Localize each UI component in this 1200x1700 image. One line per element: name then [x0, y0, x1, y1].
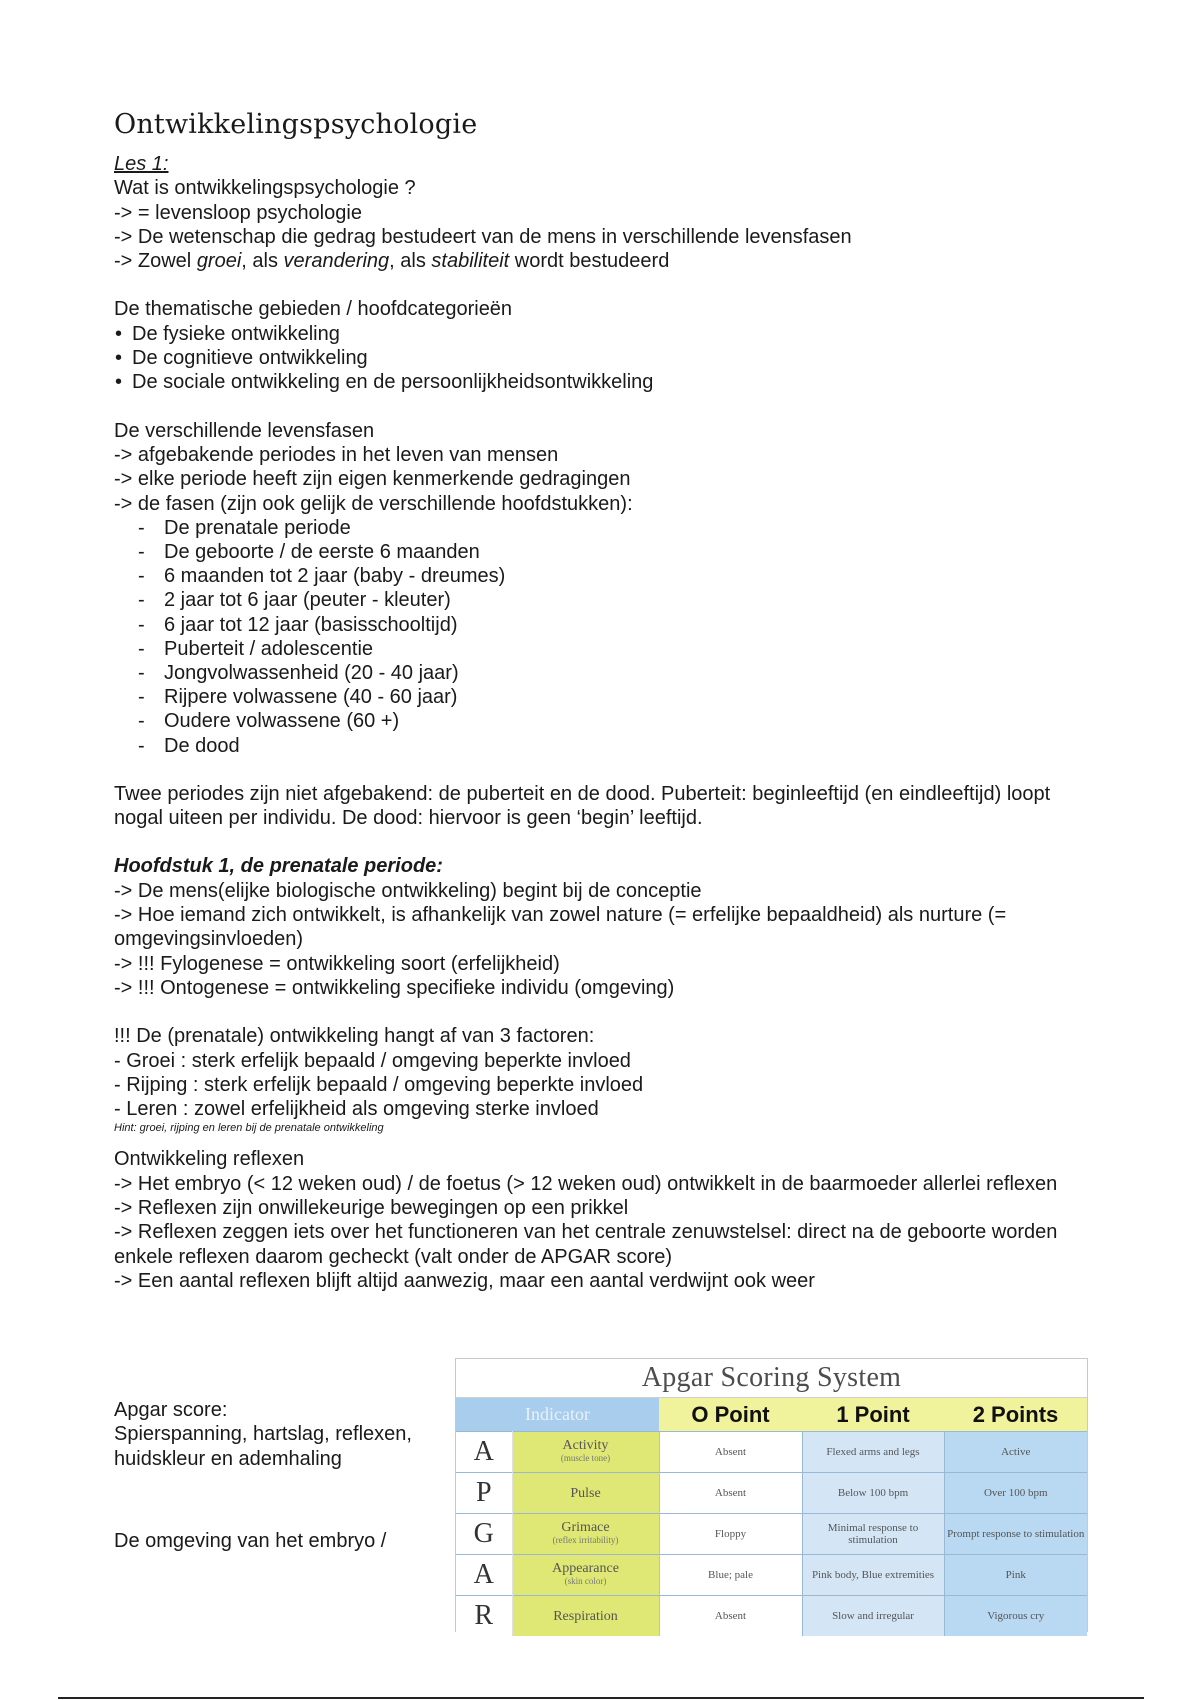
table-row: P Pulse Absent Below 100 bpm Over 100 bpm — [456, 1473, 1087, 1514]
reflexes-line: -> Een aantal reflexen blijft altijd aanwezig, maar een aantal verdwijnt ook weer — [114, 1269, 815, 1292]
chapter-line: -> !!! Ontogenese = ontwikkeling specifieke individu (omgeving) — [114, 976, 675, 999]
table-header: 2 Points — [944, 1398, 1087, 1432]
table-header: Indicator — [456, 1398, 659, 1432]
reflexes-line: -> Het embryo (< 12 weken oud) / de foetus (> 12 weken oud) ontwikkelt in de baarmoeder allerlei reflexen — [114, 1172, 1058, 1195]
phases-list — [114, 516, 1094, 758]
chapter-line: -> Hoe iemand zich ontwikkelt, is afhankelijk van zowel nature (= erfelijke bepaaldheid) als nurture (= omgevingsinvloeden) — [114, 904, 1007, 951]
apgar-text: Spierspanning, hartslag, reflexen, huidskleur en ademhaling — [114, 1423, 412, 1470]
list-item: - Oudere volwassene (60 +) — [138, 710, 400, 733]
table-row: A Activity (muscle tone) Absent Flexed arms and legs Active — [456, 1432, 1087, 1473]
phases-heading: De verschillende levensfasen — [114, 419, 375, 442]
list-item: - De dood — [138, 734, 240, 757]
table-header: O Point — [659, 1398, 802, 1432]
intro-line: -> Zowel groei, als verandering, als stabiliteit wordt bestudeerd — [114, 250, 670, 273]
page-divider — [58, 1697, 1144, 1699]
factors-line: - Leren : zowel erfelijkheid als omgeving sterke invloed — [114, 1098, 599, 1121]
list-item: - De prenatale periode — [138, 516, 351, 539]
table-row: G Grimace (reflex irritability) Floppy Minimal response to stimulation Prompt response to stimulation — [456, 1514, 1087, 1555]
list-item: - Puberteit / adolescentie — [138, 637, 374, 660]
apgar-description — [114, 1398, 434, 1553]
list-item: - 6 jaar tot 12 jaar (basisschooltijd) — [138, 613, 458, 636]
table-row: R Respiration Absent Slow and irregular Vigorous cry — [456, 1596, 1087, 1637]
chapter-heading: Hoofdstuk 1, de prenatale periode: — [114, 855, 443, 878]
list-item: - 2 jaar tot 6 jaar (peuter - kleuter) — [138, 589, 451, 612]
table-header: 1 Point — [802, 1398, 944, 1432]
apgar-table-image — [455, 1358, 1088, 1632]
periods-note: Twee periodes zijn niet afgebakend: de puberteit en de dood. Puberteit: beginleeftijd (en eindleeftijd) loopt nogal uiteen per individu. De dood: hiervoor is geen ‘begin’ leeftijd. — [114, 782, 1051, 830]
list-item: - Jongvolwassenheid (20 - 40 jaar) — [138, 662, 459, 685]
environment-line: De omgeving van het embryo / — [114, 1529, 387, 1552]
list-item: - De geboorte / de eerste 6 maanden — [138, 541, 480, 564]
page-title: Ontwikkelingspsychologie — [114, 109, 478, 140]
lesson-label: Les 1: — [114, 153, 169, 175]
chapter-line: -> De mens(elijke biologische ontwikkeling) begint bij de conceptie — [114, 879, 702, 902]
intro-line: Wat is ontwikkelingspsychologie ? — [114, 177, 416, 200]
hint-text: Hint: groei, rijping en leren bij de prenatale ontwikkeling — [114, 1122, 384, 1135]
phases-line: -> de fasen (zijn ook gelijk de verschillende hoofdstukken): — [114, 492, 633, 515]
intro-line: -> = levensloop psychologie — [114, 201, 362, 224]
apgar-table — [456, 1398, 1087, 1636]
list-item: • De fysieke ontwikkeling — [115, 322, 340, 345]
list-item: - Rijpere volwassene (40 - 60 jaar) — [138, 686, 458, 709]
list-item: • De cognitieve ontwikkeling — [115, 347, 368, 370]
reflexes-line: -> Reflexen zeggen iets over het functioneren van het centrale zenuwstelsel: direct na de geboorte worden enkele reflexen daarom gecheckt (valt onder de APGAR score) — [114, 1221, 1058, 1268]
table-row: A Appearance (skin color) Blue; pale Pink body, Blue extremities Pink — [456, 1555, 1087, 1596]
themes-list — [114, 322, 1094, 395]
factors-heading: !!! De (prenatale) ontwikkeling hangt af van 3 factoren: — [114, 1025, 595, 1048]
phases-line: -> elke periode heeft zijn eigen kenmerkende gedragingen — [114, 468, 631, 491]
list-item: • De sociale ontwikkeling en de persoonlijkheidsontwikkeling — [115, 371, 654, 394]
themes-heading: De thematische gebieden / hoofdcategorieën — [114, 298, 513, 321]
reflexes-heading: Ontwikkeling reflexen — [114, 1148, 305, 1171]
chapter-line: -> !!! Fylogenese = ontwikkeling soort (erfelijkheid) — [114, 952, 560, 975]
document-body — [114, 108, 1094, 1293]
apgar-label: Apgar score: — [114, 1399, 228, 1421]
apgar-table-title: Apgar Scoring System — [456, 1359, 1087, 1398]
phases-line: -> afgebakende periodes in het leven van mensen — [114, 443, 559, 466]
list-item: - 6 maanden tot 2 jaar (baby - dreumes) — [138, 565, 506, 588]
factors-line: - Rijping : sterk erfelijk bepaald / omgeving beperkte invloed — [114, 1073, 644, 1096]
reflexes-line: -> Reflexen zijn onwillekeurige bewegingen op een prikkel — [114, 1197, 629, 1220]
intro-line: -> De wetenschap die gedrag bestudeert van de mens in verschillende levensfasen — [114, 225, 852, 248]
factors-line: - Groei : sterk erfelijk bepaald / omgeving beperkte invloed — [114, 1049, 631, 1072]
